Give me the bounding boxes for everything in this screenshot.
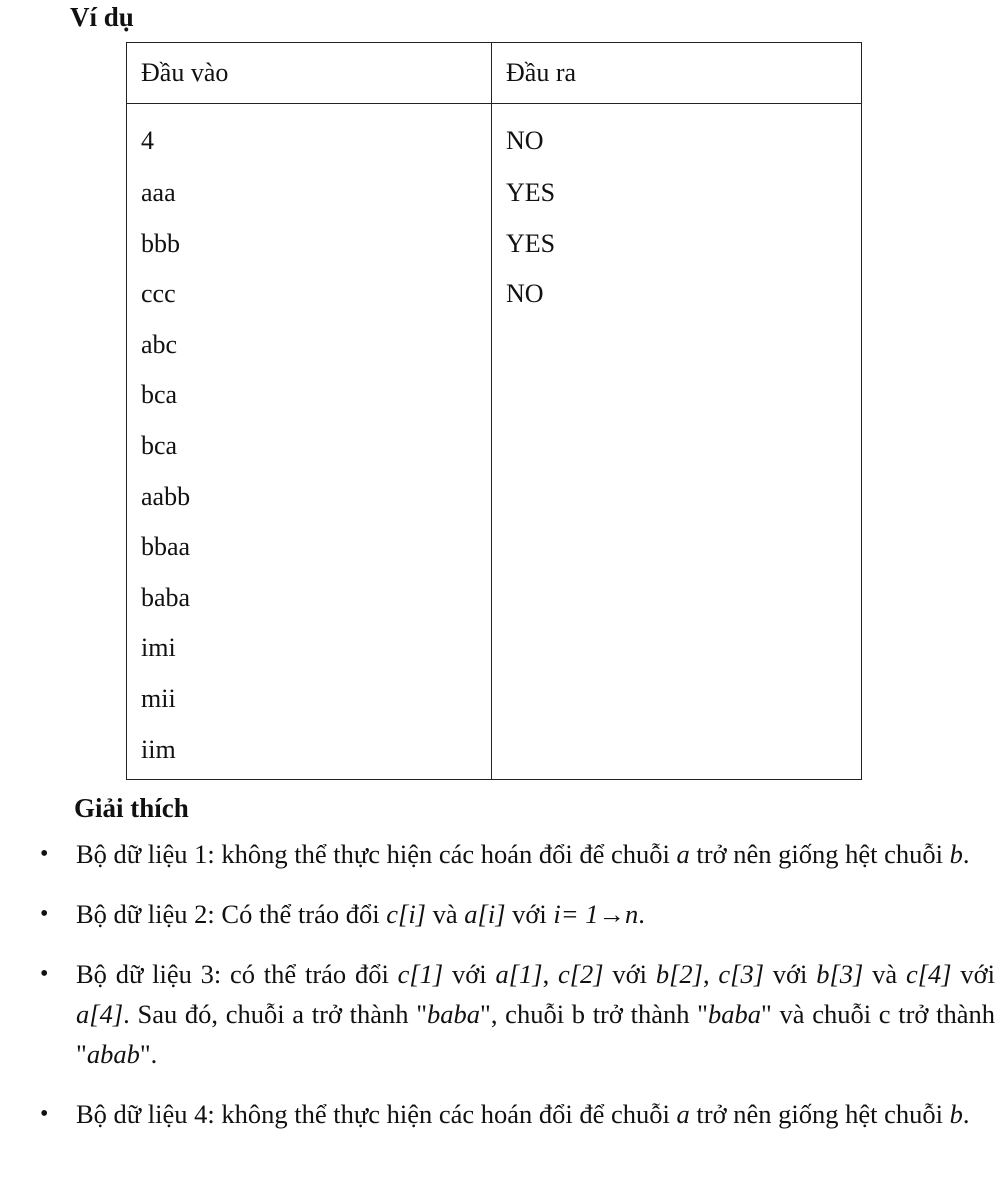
example-heading: Ví dụ (70, 2, 134, 32)
table-row (127, 421, 862, 472)
output-cell (492, 522, 862, 573)
output-cell (492, 320, 862, 371)
output-cell (492, 674, 862, 725)
explanation-heading: Giải thích (74, 793, 189, 823)
text: với (443, 959, 496, 989)
output-cell (492, 370, 862, 421)
table-row (127, 104, 862, 169)
table-row (127, 269, 862, 320)
text: với (764, 959, 817, 989)
text: . Sau đó, chuỗi a trở thành " (123, 999, 428, 1029)
var: a[1] (495, 959, 543, 989)
var: b[3] (816, 959, 864, 989)
table-row (127, 472, 862, 523)
var: c[1] (397, 959, 444, 989)
text: Bộ dữ liệu 2: Có thể tráo đổi (76, 899, 387, 929)
text: trở nên giống hệt chuỗi (689, 1099, 950, 1129)
input-cell: imi (127, 623, 492, 674)
var: a (676, 839, 690, 869)
explanation-item-2 (40, 894, 995, 934)
table-row (127, 370, 862, 421)
input-cell: aaa (127, 168, 492, 219)
text: . (962, 1099, 970, 1129)
var: b[2] (655, 959, 703, 989)
table-header-row (127, 43, 862, 104)
table-row (127, 674, 862, 725)
var: baba (707, 999, 761, 1029)
var: b (949, 839, 963, 869)
var: a (676, 1099, 690, 1129)
input-cell: bbaa (127, 522, 492, 573)
text: , (542, 959, 558, 989)
output-cell (492, 623, 862, 674)
text: với (951, 959, 995, 989)
input-cell: bbb (127, 219, 492, 270)
table-row (127, 623, 862, 674)
text: với (505, 899, 554, 929)
text: Bộ dữ liệu 1: không thể thực hiện các hoán đổi để chuỗi (76, 839, 677, 869)
text: Bộ dữ liệu 3: có thể tráo đổi (76, 959, 398, 989)
output-cell (492, 725, 862, 780)
output-cell (492, 573, 862, 624)
var: c[4] (905, 959, 952, 989)
output-cell (492, 472, 862, 523)
var: a[i] (464, 899, 506, 929)
output-cell (492, 421, 862, 472)
var: c[2] (557, 959, 604, 989)
input-cell: bca (127, 370, 492, 421)
text: và (426, 899, 465, 929)
header-input: Đầu vào (127, 43, 492, 104)
input-cell: iim (127, 725, 492, 780)
header-output: Đầu ra (492, 43, 862, 104)
var: baba (427, 999, 481, 1029)
var: abab (86, 1039, 140, 1069)
table-row (127, 522, 862, 573)
text: và (863, 959, 906, 989)
explanation-item-3 (40, 954, 995, 1074)
output-cell: YES (492, 168, 862, 219)
output-cell: NO (492, 104, 862, 169)
explanation-item-1 (40, 834, 995, 874)
output-cell: NO (492, 269, 862, 320)
text: với (603, 959, 656, 989)
table-row (127, 219, 862, 270)
text: , (702, 959, 719, 989)
var: i= 1→n (553, 899, 639, 929)
text: " và chuỗi c trở thành " (76, 999, 995, 1069)
text: . (638, 899, 645, 929)
input-cell: mii (127, 674, 492, 725)
text: . (962, 839, 970, 869)
input-cell: bca (127, 421, 492, 472)
var: c[3] (718, 959, 765, 989)
var: a[4] (76, 999, 124, 1029)
input-cell: aabb (127, 472, 492, 523)
input-cell: abc (127, 320, 492, 371)
table-row (127, 168, 862, 219)
var: c[i] (386, 899, 426, 929)
input-cell: baba (127, 573, 492, 624)
example-table (126, 42, 862, 780)
var: b (949, 1099, 963, 1129)
explanation-item-4 (40, 1094, 995, 1134)
input-cell: ccc (127, 269, 492, 320)
text: trở nên giống hệt chuỗi (689, 839, 950, 869)
text: Bộ dữ liệu 4: không thể thực hiện các hoán đổi để chuỗi (76, 1099, 677, 1129)
text: ". (139, 1039, 158, 1069)
text: ", chuỗi b trở thành " (480, 999, 708, 1029)
table-row (127, 725, 862, 780)
output-cell: YES (492, 219, 862, 270)
explanation-list (40, 834, 995, 1154)
input-cell: 4 (127, 104, 492, 169)
table-row (127, 573, 862, 624)
table-row (127, 320, 862, 371)
